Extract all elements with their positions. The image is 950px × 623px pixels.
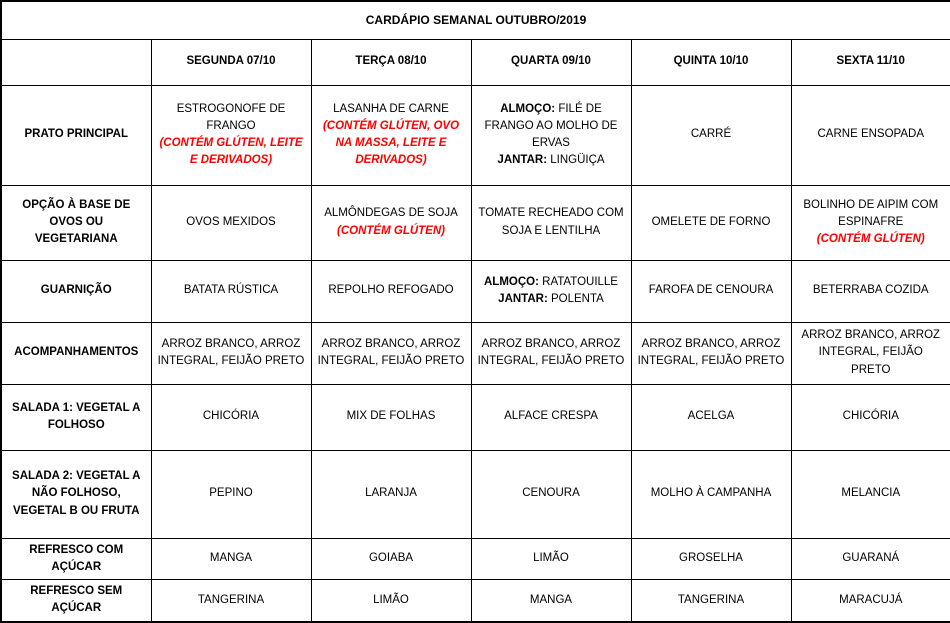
meal-label: ALMOÇO: bbox=[484, 275, 539, 288]
table-row bbox=[1, 384, 950, 450]
menu-item-text: MIX DE FOLHAS bbox=[346, 410, 436, 423]
menu-item-text: ARROZ BRANCO, ARROZ INTEGRAL, FEIJÃO PRETO bbox=[477, 337, 625, 367]
menu-cell bbox=[151, 580, 311, 622]
menu-item-text: BOLINHO DE AIPIM COM ESPINAFRE bbox=[803, 198, 939, 228]
menu-cell bbox=[471, 260, 631, 322]
menu-cell bbox=[471, 85, 631, 185]
menu-cell bbox=[311, 450, 471, 538]
menu-cell bbox=[791, 538, 950, 580]
table-row bbox=[1, 322, 950, 384]
menu-item-text: CARNE ENSOPADA bbox=[817, 128, 925, 141]
allergen-note: (CONTÉM GLÚTEN, OVO NA MASSA, LEITE E DERIVADOS) bbox=[322, 119, 460, 167]
menu-cell bbox=[311, 260, 471, 322]
meal-label: JANTAR: bbox=[497, 154, 548, 167]
menu-item-text: BETERRABA COZIDA bbox=[812, 284, 929, 297]
table-row bbox=[1, 450, 950, 538]
menu-item-text: ARROZ BRANCO, ARROZ INTEGRAL, FEIJÃO PRETO bbox=[157, 337, 305, 367]
menu-item-text: MELANCIA bbox=[841, 487, 901, 500]
menu-item-text: CHICÓRIA bbox=[842, 410, 899, 423]
day-header-row bbox=[1, 39, 950, 85]
menu-item-text: CARRÉ bbox=[690, 128, 732, 141]
meal-label: ALMOÇO: bbox=[500, 102, 556, 115]
menu-cell bbox=[631, 450, 791, 538]
allergen-note: (CONTÉM GLÚTEN) bbox=[816, 233, 925, 246]
day-column-header: TERÇA 08/10 bbox=[311, 39, 471, 85]
menu-item-text: PEPINO bbox=[209, 487, 253, 500]
menu-cell bbox=[471, 580, 631, 622]
menu-cell bbox=[631, 580, 791, 622]
menu-cell bbox=[311, 85, 471, 185]
menu-cell bbox=[471, 538, 631, 580]
menu-item-text: ESTROGONOFE DE FRANGO bbox=[176, 102, 286, 132]
menu-cell bbox=[631, 384, 791, 450]
table-row bbox=[1, 538, 950, 580]
menu-cell bbox=[631, 185, 791, 260]
menu-item-text: ARROZ BRANCO, ARROZ INTEGRAL, FEIJÃO PRETO bbox=[317, 337, 465, 367]
menu-cell bbox=[151, 85, 311, 185]
row-label: SALADA 2: VEGETAL A NÃO FOLHOSO, VEGETAL B OU FRUTA bbox=[1, 450, 151, 538]
menu-item-text: GOIABA bbox=[368, 552, 414, 565]
menu-item-text: OVOS MEXIDOS bbox=[186, 215, 276, 228]
meal-text: POLENTA bbox=[551, 293, 604, 305]
menu-cell bbox=[631, 260, 791, 322]
table-row bbox=[1, 260, 950, 322]
menu-cell bbox=[791, 85, 950, 185]
menu-cell bbox=[151, 384, 311, 450]
meal-text: FILÉ DE FRANGO AO MOLHO DE ERVAS bbox=[484, 102, 618, 149]
day-column-header: QUARTA 09/10 bbox=[471, 39, 631, 85]
day-column-header: QUINTA 10/10 bbox=[631, 39, 791, 85]
menu-item-text: MANGA bbox=[209, 552, 253, 565]
menu-item-text: GUARANÁ bbox=[842, 552, 900, 565]
menu-cell bbox=[791, 384, 950, 450]
menu-cell bbox=[631, 85, 791, 185]
menu-cell bbox=[471, 322, 631, 384]
title-row bbox=[1, 1, 950, 39]
menu-item-text bbox=[478, 291, 625, 308]
meal-label: JANTAR: bbox=[498, 293, 548, 305]
menu-cell bbox=[791, 580, 950, 622]
menu-item-text: CENOURA bbox=[522, 487, 580, 500]
table-title: CARDÁPIO SEMANAL OUTUBRO/2019 bbox=[1, 1, 950, 39]
menu-cell bbox=[471, 384, 631, 450]
row-label: REFRESCO COM AÇÚCAR bbox=[1, 538, 151, 580]
menu-item-text bbox=[478, 274, 625, 291]
menu-item-text: FAROFA DE CENOURA bbox=[648, 284, 774, 297]
menu-cell bbox=[791, 260, 950, 322]
allergen-note: (CONTÉM GLÚTEN) bbox=[337, 224, 445, 237]
menu-cell bbox=[471, 185, 631, 260]
menu-cell bbox=[311, 384, 471, 450]
menu-cell bbox=[791, 185, 950, 260]
menu-item-text bbox=[478, 152, 625, 169]
menu-cell bbox=[311, 185, 471, 260]
menu-cell bbox=[471, 450, 631, 538]
menu-cell bbox=[311, 580, 471, 622]
menu-item-text: LASANHA DE CARNE bbox=[333, 102, 449, 115]
table-row bbox=[1, 185, 950, 260]
menu-cell bbox=[631, 538, 791, 580]
menu-item-text: LARANJA bbox=[365, 487, 417, 500]
menu-cell bbox=[791, 450, 950, 538]
menu-cell bbox=[631, 322, 791, 384]
menu-item-text: LIMÃO bbox=[533, 552, 569, 565]
menu-item-text: ALMÔNDEGAS DE SOJA bbox=[324, 207, 458, 220]
menu-cell bbox=[151, 538, 311, 580]
menu-item-text: TANGERINA bbox=[197, 593, 265, 606]
menu-cell bbox=[791, 322, 950, 384]
menu-cell bbox=[151, 260, 311, 322]
day-column-header: SEGUNDA 07/10 bbox=[151, 39, 311, 85]
menu-item-text: BATATA RÚSTICA bbox=[183, 284, 279, 297]
corner-cell bbox=[1, 39, 151, 85]
row-label: REFRESCO SEM AÇÚCAR bbox=[1, 580, 151, 622]
menu-item-text: GROSELHA bbox=[679, 552, 743, 565]
menu-item-text: ARROZ BRANCO, ARROZ INTEGRAL, FEIJÃO PRETO bbox=[637, 337, 785, 367]
menu-item-text: LIMÃO bbox=[373, 593, 409, 606]
menu-item-text: ALFACE CRESPA bbox=[504, 410, 598, 423]
table-row bbox=[1, 580, 950, 622]
table-row bbox=[1, 85, 950, 185]
menu-item-text: ARROZ BRANCO, ARROZ INTEGRAL, FEIJÃO PRETO bbox=[801, 329, 941, 376]
meal-text: LINGÜIÇA bbox=[550, 154, 605, 167]
row-label: OPÇÃO À BASE DE OVOS OU VEGETARIANA bbox=[1, 185, 151, 260]
menu-item-text: TANGERINA bbox=[677, 593, 745, 606]
menu-cell bbox=[151, 450, 311, 538]
menu-item-text: TOMATE RECHEADO COM SOJA E LENTILHA bbox=[478, 207, 624, 237]
menu-item-text bbox=[478, 101, 625, 153]
allergen-note: (CONTÉM GLÚTEN, LEITE E DERIVADOS) bbox=[159, 137, 303, 167]
menu-item-text: MOLHO À CAMPANHA bbox=[650, 487, 772, 500]
menu-item-text: MARACUJÁ bbox=[839, 593, 903, 606]
menu-cell bbox=[151, 185, 311, 260]
menu-cell bbox=[311, 538, 471, 580]
menu-cell bbox=[151, 322, 311, 384]
menu-item-text: MANGA bbox=[529, 593, 573, 606]
menu-item-text: CHICÓRIA bbox=[202, 410, 260, 423]
row-label: SALADA 1: VEGETAL A FOLHOSO bbox=[1, 384, 151, 450]
meal-text: RATATOUILLE bbox=[542, 275, 618, 288]
menu-item-text: REPOLHO REFOGADO bbox=[328, 284, 454, 297]
menu-cell bbox=[311, 322, 471, 384]
menu-item-text: ACELGA bbox=[687, 410, 735, 423]
row-label: ACOMPANHAMENTOS bbox=[1, 322, 151, 384]
row-label: PRATO PRINCIPAL bbox=[1, 85, 151, 185]
row-label: GUARNIÇÃO bbox=[1, 260, 151, 322]
day-column-header: SEXTA 11/10 bbox=[791, 39, 950, 85]
menu-item-text: OMELETE DE FORNO bbox=[651, 215, 771, 228]
